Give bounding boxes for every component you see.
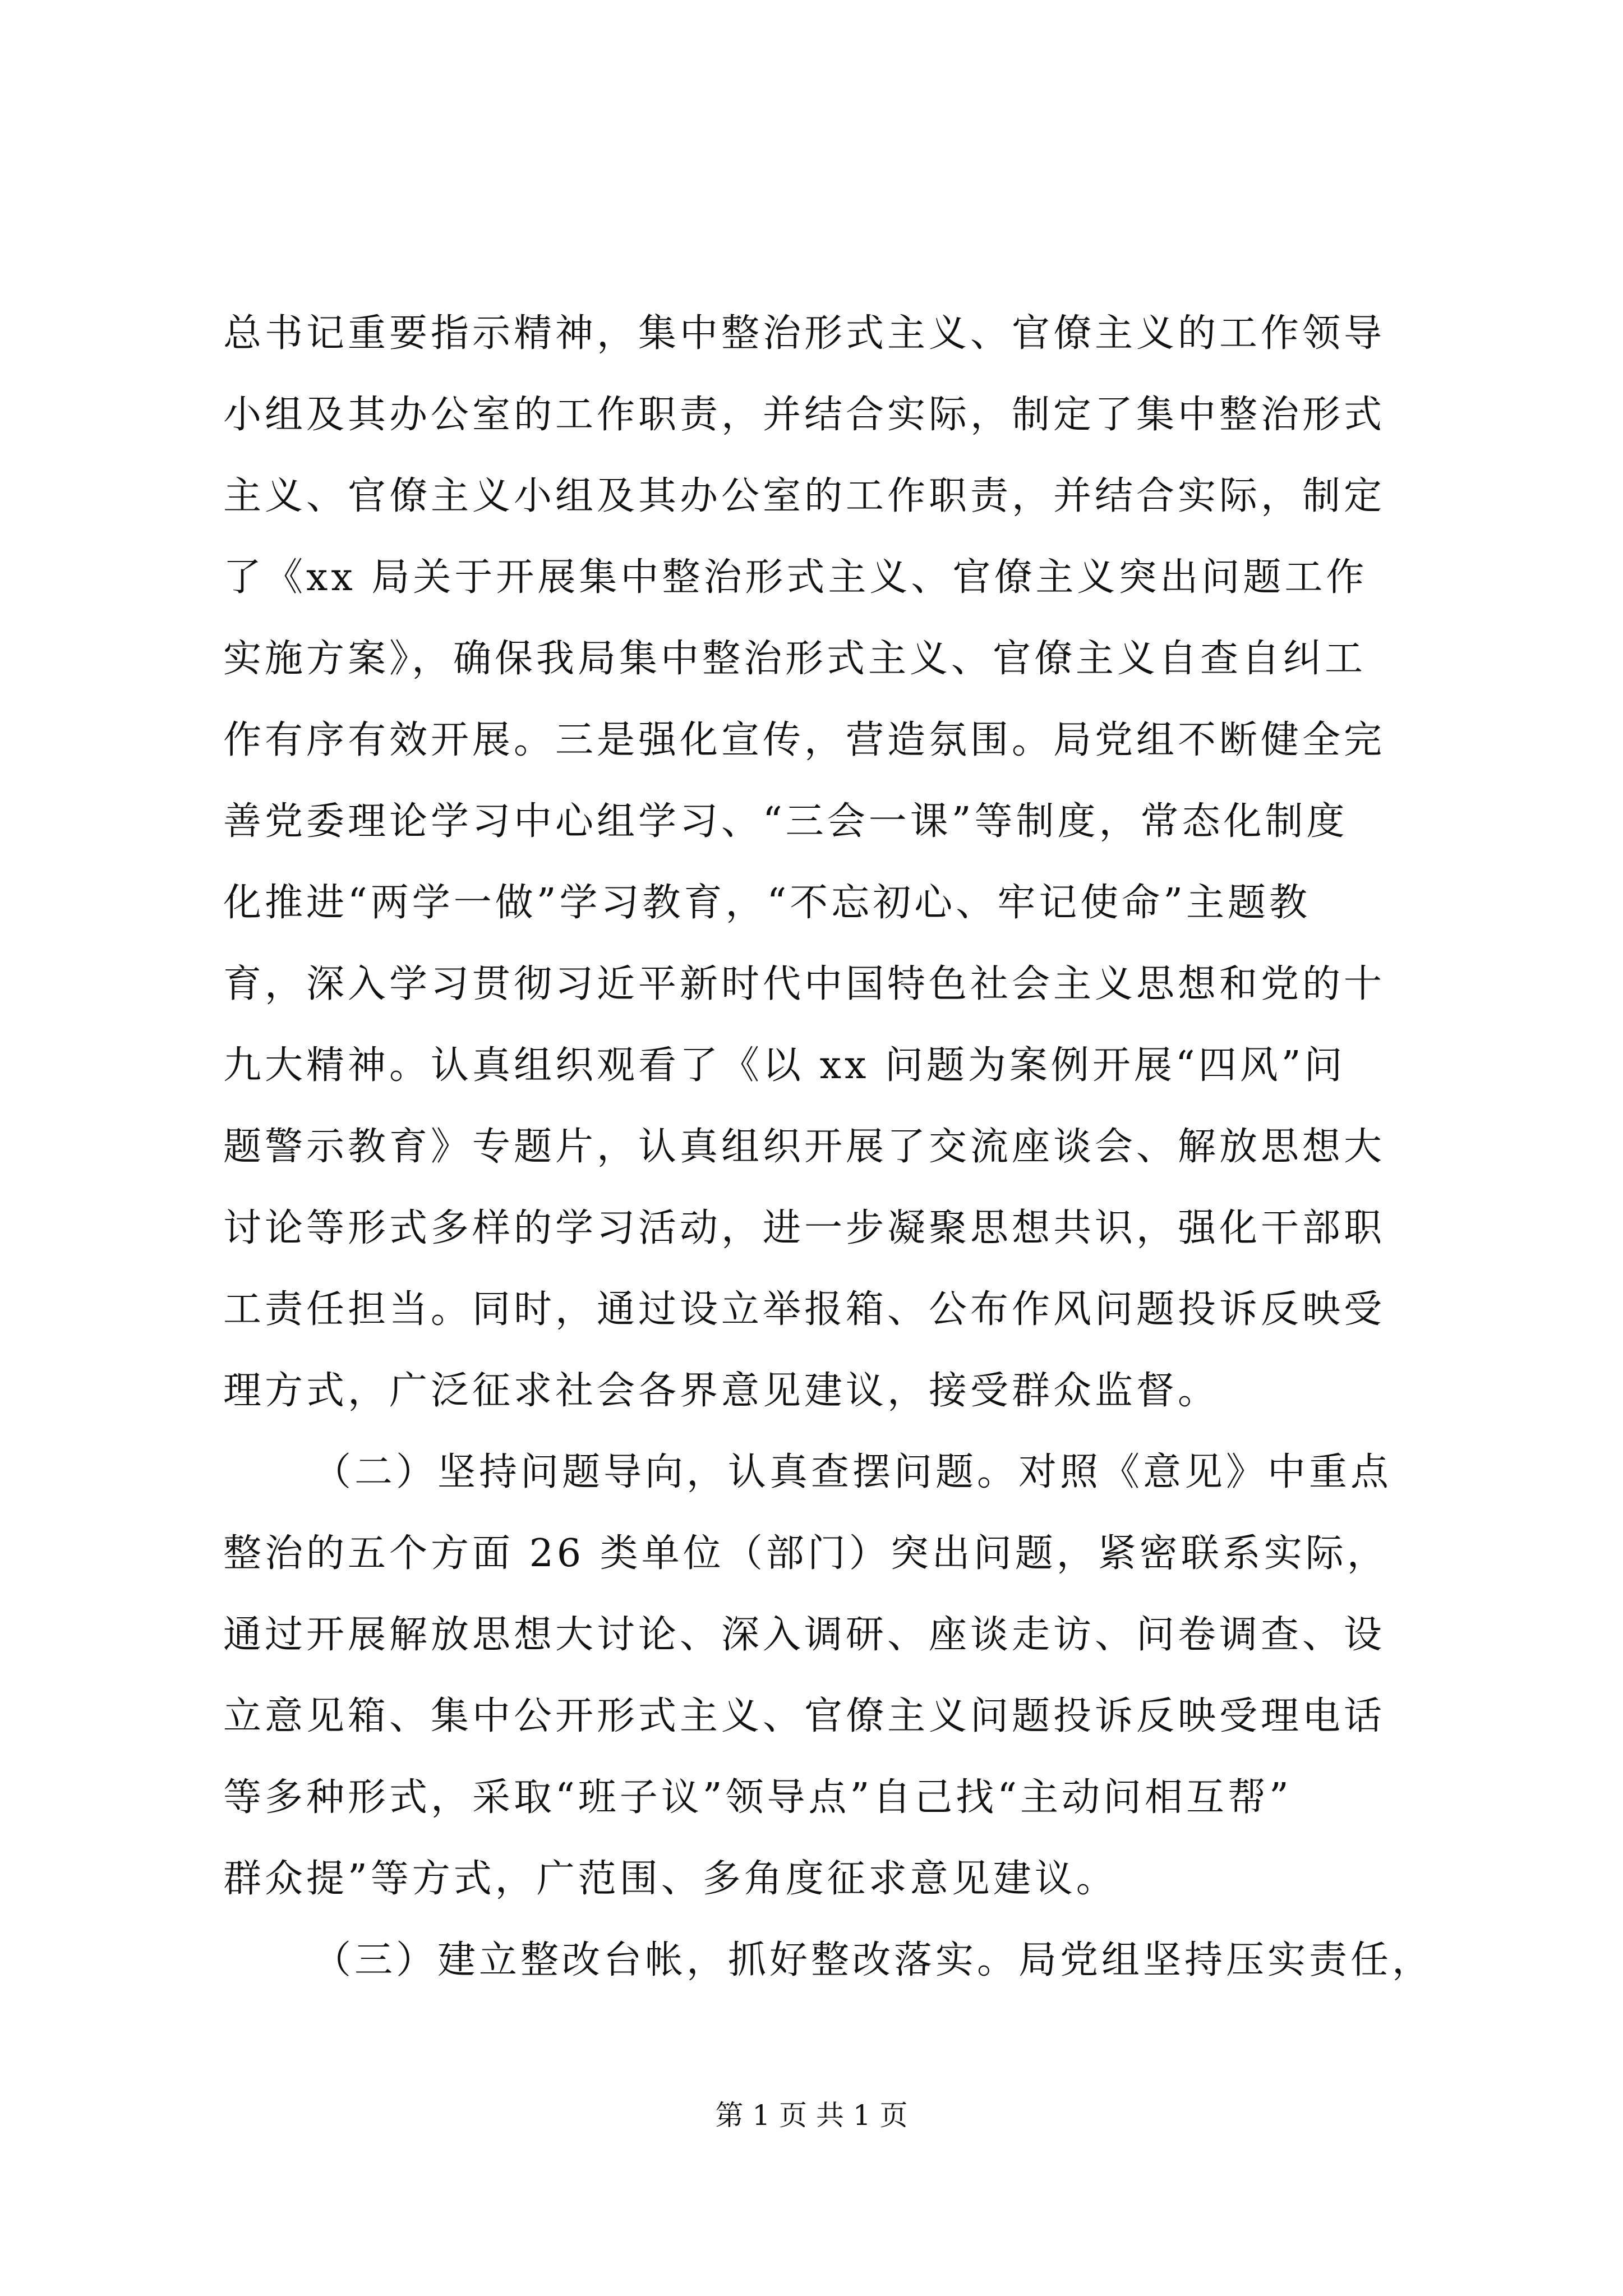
text-line-1: 总书记重要指示精神，集中整治形式主义、官僚主义的工作领导 (223, 311, 1386, 356)
text-line-14: 理方式，广泛征求社会各界意见建议，接受群众监督。 (223, 1369, 1220, 1413)
section-heading-3: （三）建立整改台帐，抓好整改落实。局党组坚持压实责任， (313, 1938, 1434, 1982)
section-heading-2: （二）坚持问题导向，认真查摆问题。对照《意见》中重点 (313, 1450, 1393, 1494)
text-line-11: 题警示教育》专题片，认真组织开展了交流座谈会、解放思想大 (223, 1125, 1386, 1169)
text-line-6: 作有序有效开展。三是强化宣传，营造氛围。局党组不断健全完 (223, 718, 1386, 762)
text-line-9: 育，深入学习贯彻习近平新时代中国特色社会主义思想和党的十 (223, 962, 1386, 1006)
text-line-17: 通过开展解放思想大讨论、深入调研、座谈走访、问卷调查、设 (223, 1613, 1386, 1657)
text-line-3: 主义、官僚主义小组及其办公室的工作职责，并结合实际，制定 (223, 474, 1386, 518)
text-line-19: 等多种形式，采取“班子议”领导点”自己找“主动问相互帮” (223, 1775, 1292, 1820)
text-line-2: 小组及其办公室的工作职责，并结合实际，制定了集中整治形式 (223, 393, 1386, 437)
text-line-7: 善党委理论学习中心组学习、“三会一课”等制度，常态化制度 (223, 799, 1348, 844)
text-line-20: 群众提”等方式，广范围、多角度征求意见建议。 (223, 1857, 1118, 1901)
page-footer (0, 2096, 1623, 2135)
text-line-4: 了《xx 局关于开展集中整治形式主义、官僚主义突出问题工作 (223, 555, 1368, 600)
text-line-16: 整治的五个方面 26 类单位（部门）突出问题，紧密联系实际， (223, 1531, 1389, 1576)
text-line-12: 讨论等形式多样的学习活动，进一步凝聚思想共识，强化干部职 (223, 1206, 1386, 1250)
text-line-13: 工责任担当。同时，通过设立举报箱、公布作风问题投诉反映受 (223, 1287, 1386, 1332)
document-body (223, 293, 1434, 2001)
page-number-label: 第 1 页 共 1 页 (715, 2099, 908, 2132)
text-line-10: 九大精神。认真组织观看了《以 xx 问题为案例开展“四风”问 (223, 1043, 1346, 1088)
text-line-5: 实施方案》，确保我局集中整治形式主义、官僚主义自查自纠工 (223, 637, 1367, 681)
text-line-18: 立意见箱、集中公开形式主义、官僚主义问题投诉反映受理电话 (223, 1694, 1386, 1738)
text-line-8: 化推进“两学一做”学习教育，“不忘初心、牢记使命”主题教 (223, 881, 1311, 925)
